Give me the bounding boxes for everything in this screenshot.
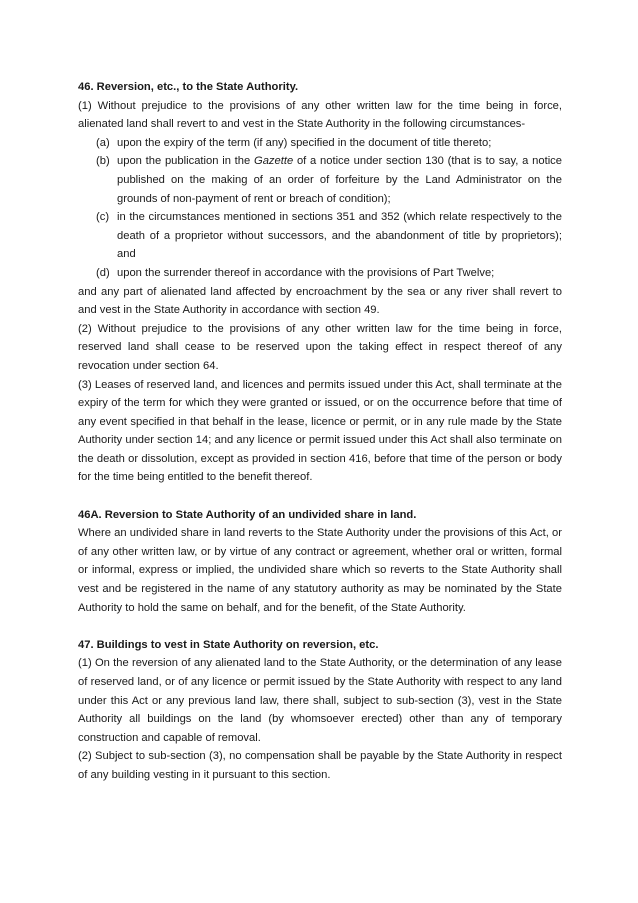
item-list	[78, 134, 562, 283]
item-text: upon the expiry of the term (if any) specified in the document of title thereto;	[117, 136, 492, 149]
item-label: (b)	[96, 155, 110, 168]
item-text-pre: upon the publication in the	[117, 155, 254, 168]
paragraph: (2) Without prejudice to the provisions of any other written law for the time being in force, reserved land shall cease to be reserved upon the taking effect in respect thereof of any revocation under section 64.	[78, 322, 562, 372]
section-47	[78, 636, 562, 785]
item-text: upon the surrender thereof in accordance with the provisions of Part Twelve;	[117, 266, 495, 279]
section-heading: 46. Reversion, etc., to the State Authority.	[78, 81, 299, 93]
paragraph: (1) On the reversion of any alienated land to the State Authority, or the determination of any lease of reserved land, or of any licence or permit issued by the State Authority with respect to any land under this Act or any previous land law, there shall, subject to sub-section (3), vest in the State Authority all buildings on the land (by whomsoever erected) other than any of temporary construction and capable of removal.	[78, 657, 562, 744]
paragraph: (3) Leases of reserved land, and licences and permits issued under this Act, shall terminate at the expiry of the term for which they were granted or issued, or on the occurrence before that time of any event specified in that behalf in the lease, licence or permit, or in any rule made by the State Authority under section 14; and any licence or permit issued under this Act shall also terminate on the death or dissolution, except as provided in section 416, before that time of the person or body for the time being entitled to the benefit thereof.	[78, 378, 562, 484]
paragraph: (1) Without prejudice to the provisions of any other written law for the time being in force, alienated land shall revert to and vest in the State Authority in the following circumstances-	[78, 99, 562, 131]
section-46	[78, 78, 562, 487]
paragraph: Where an undivided share in land reverts to the State Authority under the provisions of this Act, or of any other written law, or by virtue of any contract or agreement, whether oral or written, formal or informal, express or implied, the undivided share which so reverts to the State Authority shall vest and be registered in the name of any statutory authority as may be nominated by the State Authority to hold the same on behalf, and for the benefit, of the State Authority.	[78, 527, 562, 614]
item-label: (c)	[96, 211, 110, 224]
paragraph: and any part of alienated land affected by encroachment by the sea or any river shall revert to and vest in the State Authority in accordance with section 49.	[78, 285, 562, 317]
section-heading: 47. Buildings to vest in State Authority on reversion, etc.	[78, 638, 379, 651]
section-46a	[78, 506, 562, 618]
item-text-post: of a notice under section 130 (that is to say, a notice published on the making of an order of forfeiture by the Land Administrator on the grounds of non-payment of rent or breach of condition);	[117, 155, 562, 205]
item-label: (d)	[96, 266, 110, 279]
item-label: (a)	[96, 136, 110, 149]
list-item	[78, 134, 562, 153]
item-text: in the circumstances mentioned in sections 351 and 352 (which relate respectively to the death of a proprietor without successors, and the abandonment of title by proprietors); and	[117, 211, 562, 261]
list-item	[78, 264, 562, 283]
section-heading: 46A. Reversion to State Authority of an undivided share in land.	[78, 508, 417, 521]
paragraph: (2) Subject to sub-section (3), no compensation shall be payable by the State Authority in respect of any building vesting in it pursuant to this section.	[78, 750, 562, 781]
document-page	[78, 78, 562, 803]
list-item	[78, 152, 562, 208]
gazette-italic: Gazette	[254, 155, 294, 168]
list-item	[78, 208, 562, 264]
